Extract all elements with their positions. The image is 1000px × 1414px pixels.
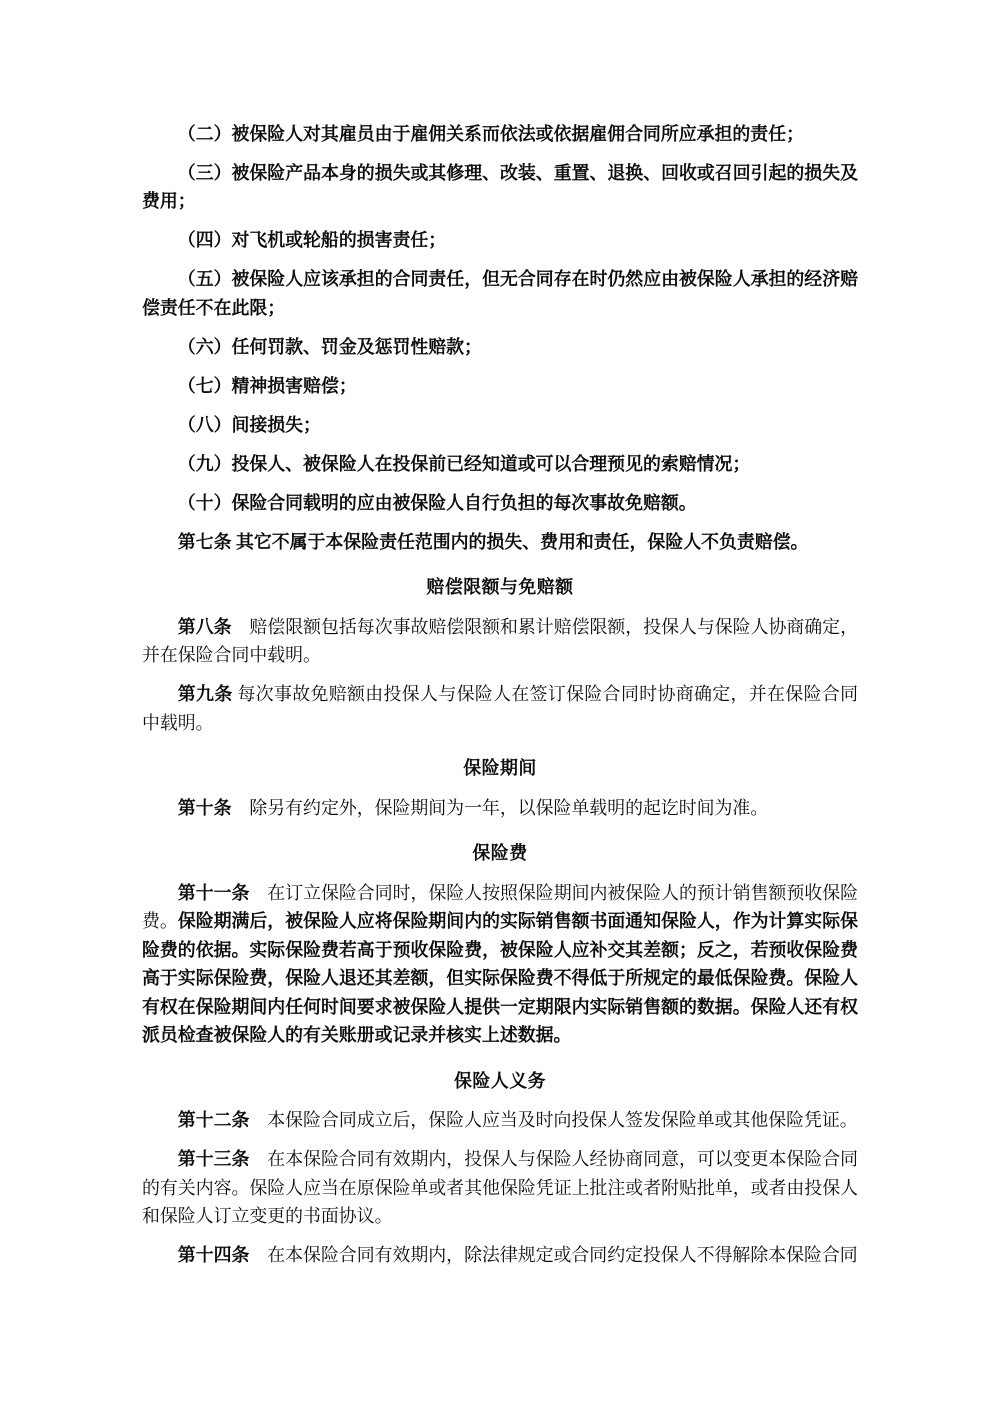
list-item — [142, 411, 858, 440]
list-item — [142, 120, 858, 149]
clause-paragraph — [142, 1106, 858, 1135]
text-run: 保险期满后，被保险人应将保险期间内的实际销售额书面通知保险人，作为计算实际保险费的依据。实际保险费若高于预收保险费，被保险人应补交其差额；反之，若预收保险费高于实际保险费，保险人退还其差额，但实际保险费不得低于所规定的最低保险费。保险人有权在保险期间内任何时间要求被保险人提供一定期限内实际销售额的数据。保险人还有权派员检查被保险人的有关账册或记录并核实上述数据。 — [142, 911, 858, 1045]
list-item — [142, 226, 858, 255]
text-run: （七）精神损害赔偿； — [177, 375, 357, 396]
clause-paragraph — [142, 879, 858, 1050]
clause-paragraph — [142, 613, 858, 670]
clause-paragraph — [142, 1241, 858, 1270]
text-run: 赔偿限额包括每次事故赔偿限额和累计赔偿限额，投保人与保险人协商确定，并在保险合同中载明。 — [142, 616, 858, 665]
section-heading: 保险费 — [472, 843, 528, 863]
list-item — [142, 159, 858, 216]
text-run: 在本保险合同有效期内，投保人与保险人经协商同意，可以变更本保险合同的有关内容。保险人应当在原保险单或者其他保险凭证上批注或者附贴批单，或者由投保人和保险人订立变更的书面协议。 — [142, 1149, 858, 1226]
text-run: 第十四条 — [177, 1245, 250, 1265]
text-run: （八）间接损失； — [177, 414, 321, 435]
text-run: 第十二条 — [177, 1110, 250, 1130]
text-run: （三）被保险产品本身的损失或其修理、改装、重置、退换、回收或召回引起的损失及费用； — [142, 162, 858, 211]
text-run: 第九条 — [177, 684, 233, 704]
text-run: 在订立保险合同时，保险人按照保险期间内被保险人的预计销售额预收保险费。 — [142, 882, 858, 931]
text-run: （五）被保险人应该承担的合同责任，但无合同存在时仍然应由被保险人承担的经济赔偿责任不在此限； — [142, 269, 858, 318]
text-run: 在本保险合同有效期内，除法律规定或合同约定投保人不得解除本保险合同 — [249, 1245, 858, 1265]
text-run: 第十条 — [177, 797, 232, 818]
list-item — [142, 489, 858, 518]
text-run: 第十三条 — [177, 1149, 250, 1169]
section-heading: 保险期间 — [463, 758, 537, 778]
text-run: （二）被保险人对其雇员由于雇佣关系而依法或依据雇佣合同所应承担的责任； — [177, 123, 804, 144]
text-run: 本保险合同成立后，保险人应当及时向投保人签发保险单或其他保险凭证。 — [249, 1110, 858, 1130]
text-run: （六）任何罚款、罚金及惩罚性赔款； — [177, 336, 482, 357]
clause-paragraph — [142, 794, 858, 823]
list-item — [142, 333, 858, 362]
clause-paragraph — [142, 680, 858, 737]
section-heading: 保险人义务 — [454, 1070, 546, 1091]
text-run: 第八条 — [177, 616, 232, 637]
text-run: 除另有约定外，保险期间为一年，以保险单载明的起讫时间为准。 — [231, 797, 769, 818]
clause-paragraph — [142, 528, 858, 557]
list-item — [142, 265, 858, 322]
section-heading: 赔偿限额与免赔额 — [426, 577, 574, 597]
text-run: （十）保险合同载明的应由被保险人自行负担的每次事故免赔额。 — [177, 492, 697, 513]
list-item — [142, 450, 858, 479]
text-run: 每次事故免赔额由投保人与保险人在签订保险合同时协商确定，并在保险合同中载明。 — [142, 684, 858, 733]
document-body — [142, 109, 858, 1280]
text-run: 第十一条 — [177, 882, 250, 903]
text-run: （四）对飞机或轮船的损害责任； — [177, 230, 447, 250]
clause-paragraph — [142, 1145, 858, 1231]
list-item — [142, 372, 858, 401]
text-run: （九）投保人、被保险人在投保前已经知道或可以合理预见的索赔情况； — [177, 453, 751, 474]
text-run: 第七条 其它不属于本保险责任范围内的损失、费用和责任，保险人不负责赔偿。 — [177, 531, 809, 552]
